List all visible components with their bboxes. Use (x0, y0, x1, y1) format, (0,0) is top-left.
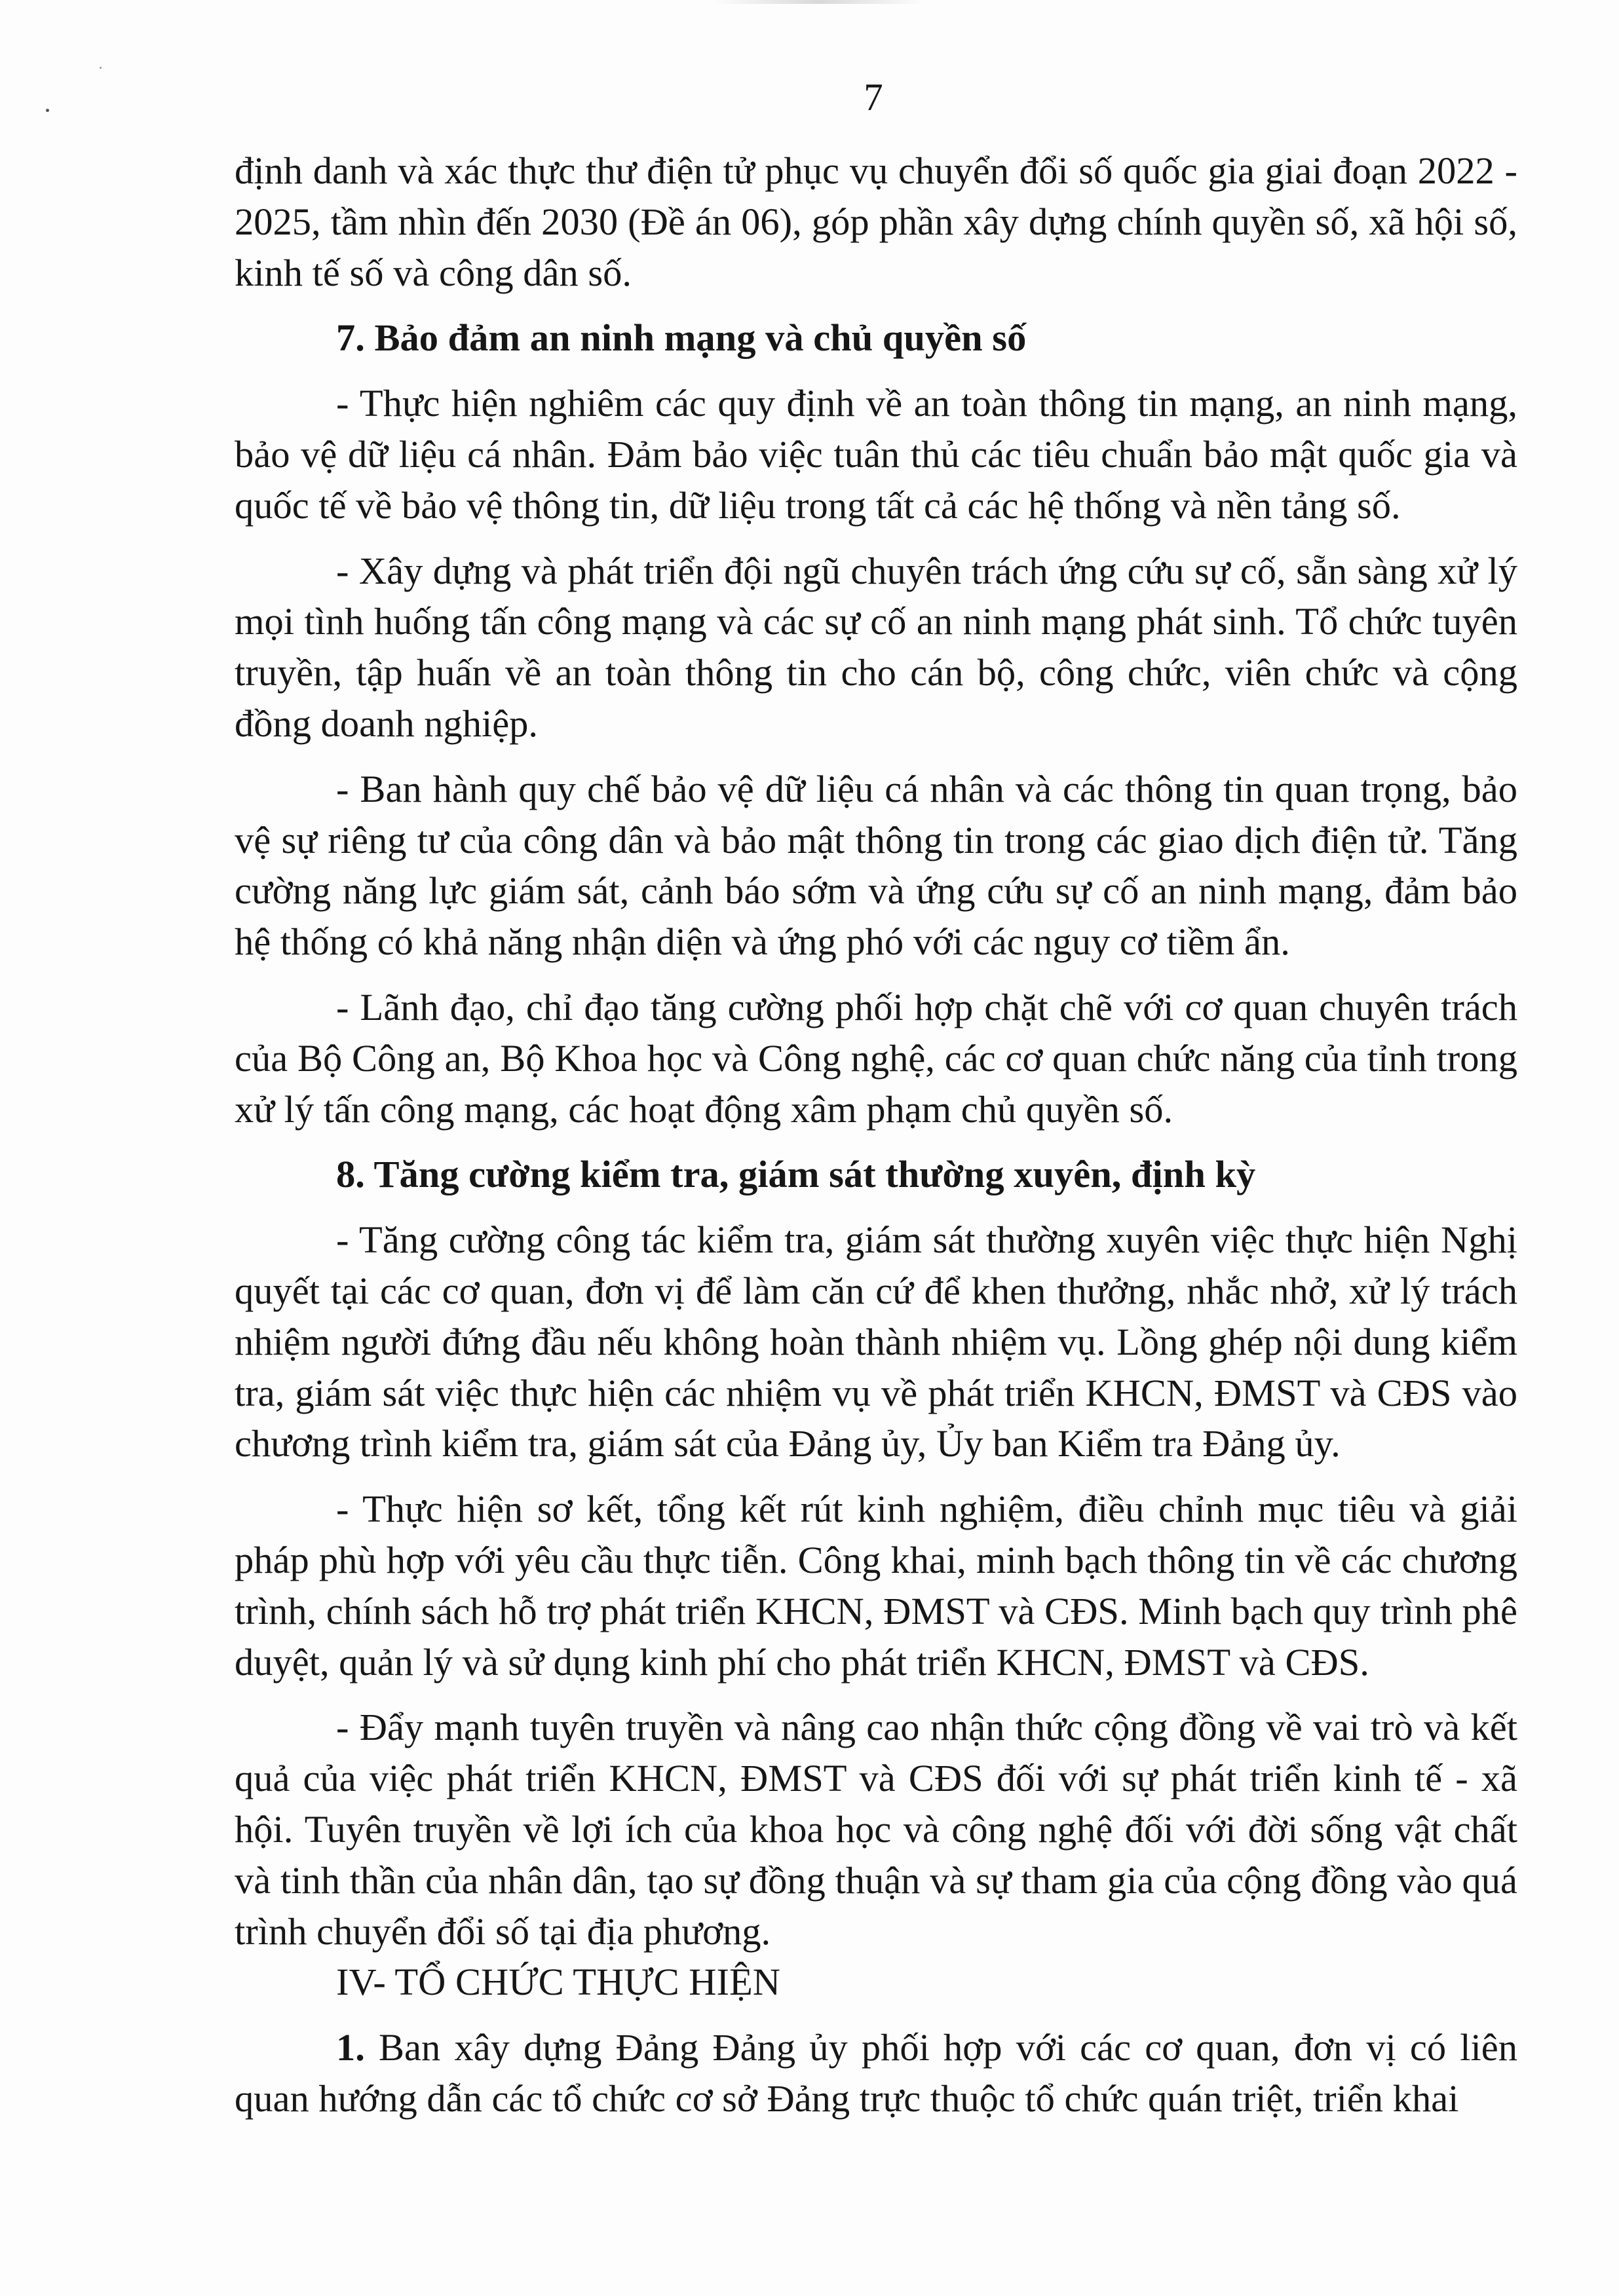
numbered-paragraph (235, 2022, 1517, 2124)
section-heading-7: 7. Bảo đảm an ninh mạng và chủ quyền số (336, 316, 1027, 360)
paragraph: - Đẩy mạnh tuyên truyền và nâng cao nhận thức cộng đồng về vai trò và kết quả của việc phát triển KHCN, ĐMST và CĐS đối với sự phát triển kinh tế - xã hội. Tuyên truyền về lợi ích của khoa học và công nghệ đối với đời sống vật chất và tinh thần của nhân dân, tạo sự đồng thuận và sự tham gia của cộng đồng vào quá trình chuyển đổi số tại địa phương. (235, 1706, 1517, 1953)
document-body (235, 145, 1517, 2124)
section-heading-8: 8. Tăng cường kiểm tra, giám sát thường xuyên, định kỳ (336, 1153, 1256, 1196)
paragraph: - Thực hiện sơ kết, tổng kết rút kinh nghiệm, điều chỉnh mục tiêu và giải pháp phù hợp với yêu cầu thực tiễn. Công khai, minh bạch thông tin về các chương trình, chính sách hỗ trợ phát triển KHCN, ĐMST và CĐS. Minh bạch quy trình phê duyệt, quản lý và sử dụng kinh phí cho phát triển KHCN, ĐMST và CĐS. (235, 1488, 1517, 1684)
paragraph: - Lãnh đạo, chỉ đạo tăng cường phối hợp chặt chẽ với cơ quan chuyên trách của Bộ Công an, Bộ Khoa học và Công nghệ, các cơ quan chức năng của tỉnh trong xử lý tấn công mạng, các hoạt động xâm phạm chủ quyền số. (235, 985, 1517, 1131)
paragraph: - Ban hành quy chế bảo vệ dữ liệu cá nhân và các thông tin quan trọng, bảo vệ sự riêng tư của công dân và bảo mật thông tin trong các giao dịch điện tử. Tăng cường năng lực giám sát, cảnh báo sớm và ứng cứu sự cố an ninh mạng, đảm bảo hệ thống có khả năng nhận diện và ứng phó với các nguy cơ tiềm ẩn. (235, 767, 1517, 964)
item-number: 1. (336, 2026, 365, 2069)
numbered-paragraph-text: Ban xây dựng Đảng Đảng ủy phối hợp với các cơ quan, đơn vị có liên quan hướng dẫn các tổ chức cơ sở Đảng trực thuộc tổ chức quán triệt, triển khai (235, 2026, 1518, 2120)
page-number: 7 (864, 75, 883, 119)
paragraph: định danh và xác thực thư điện tử phục vụ chuyển đổi số quốc gia giai đoạn 2022 - 2025, tầm nhìn đến 2030 (Đề án 06), góp phần xây dựng chính quyền số, xã hội số, kinh tế số và công dân số. (235, 149, 1517, 294)
paragraph: - Thực hiện nghiêm các quy định về an toàn thông tin mạng, an ninh mạng, bảo vệ dữ liệu cá nhân. Đảm bảo việc tuân thủ các tiêu chuẩn bảo mật quốc gia và quốc tế về bảo vệ thông tin, dữ liệu trong tất cả các hệ thống và nền tảng số. (235, 382, 1517, 527)
scan-smudge (714, 0, 924, 4)
section-title-iv: IV- TỔ CHỨC THỰC HIỆN (336, 1961, 780, 2004)
paragraph: - Tăng cường công tác kiểm tra, giám sát thường xuyên việc thực hiện Nghị quyết tại các cơ quan, đơn vị để làm căn cứ để khen thưởng, nhắc nhở, xử lý trách nhiệm người đứng đầu nếu không hoàn thành nhiệm vụ. Lồng ghép nội dung kiểm tra, giám sát việc thực hiện các nhiệm vụ về phát triển KHCN, ĐMST và CĐS vào chương trình kiểm tra, giám sát của Đảng ủy, Ủy ban Kiểm tra Đảng ủy. (235, 1218, 1517, 1465)
scan-speck (46, 109, 49, 112)
scan-speck (100, 67, 102, 69)
paragraph: - Xây dựng và phát triển đội ngũ chuyên trách ứng cứu sự cố, sẵn sàng xử lý mọi tình huống tấn công mạng và các sự cố an ninh mạng phát sinh. Tổ chức tuyên truyền, tập huấn về an toàn thông tin cho cán bộ, công chức, viên chức và cộng đồng doanh nghiệp. (235, 549, 1517, 745)
